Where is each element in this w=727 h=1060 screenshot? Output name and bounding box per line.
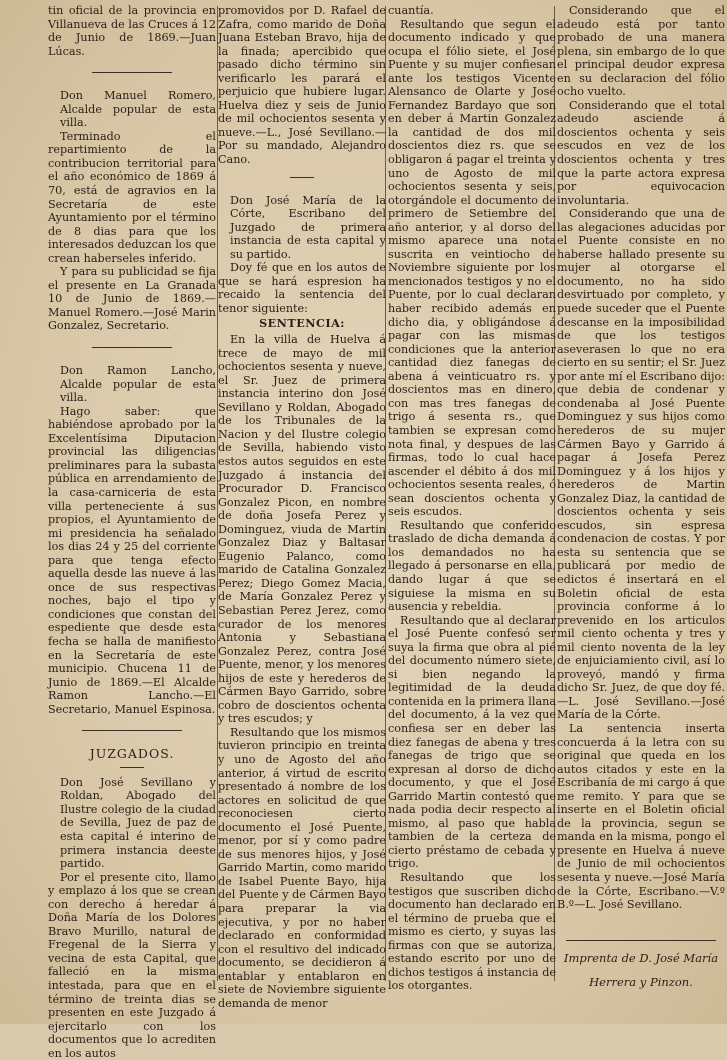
column-4 [557,4,725,1014]
column-1 [48,4,216,1060]
notice-body: promovidos por D. Rafael de Zafra, como marido de Doña Juana Esteban Bravo, hija de la finada; apercibido que pasado dicho término sin verificarlo les parará el perjuicio que hubiere lugar. Huelva diez y seis de Junio de mil ochocientos sesenta y nueve.—L., José Sevillano.—Por su mandado, Alejandro Cano. [218,4,386,167]
separator-rule [290,177,314,178]
sentence-paragraph: La sentencia inserta concuerda á la letra con su original que queda en los autos citados y este en la Escribanía de mi cargo á que me remito. Y para que se inserte en el Boletin oficial de la provincia, segun se manda en la misma, pongo el presente en Huelva á nueve de Junio de mil ochocientos sesenta y nueve.—José María de la Córte, Escribano.—V.º B.º—L. José Sevillano. [557,721,725,912]
section-title: JUZGADOS. [89,746,175,762]
separator-rule [120,767,144,768]
separator-rule [92,347,172,348]
sentence-paragraph: En la villa de Huelva á trece de mayo de mil ochocientos sesenta y nueve, el Sr. Juez de primera instancia interino don José Sevillano y Roldan, Abogado de los Tribunales de la Nacion y del Ilustre colegio de Sevilla, habiendo visto estos autos seguidos en este Juzgado á instancia del Procurador D. Francisco Gonzalez Picon, en nombre de doña Josefa Perez y Dominguez, viuda de Martin Gonzalez Diaz y Baltasar Eugenio Palanco, como marido de Catalina Gonzalez Perez; Diego Gomez Macia, de María Gonzalez Perez y Sebastian Perez Jerez, como curador de los menores Antonia y Sebastiana Gonzalez Perez, contra José Puente, menor, y los menores hijos de este y herederos de Cármen Bayo Garrido, sobre cobro de doscientos ochenta y tres escudos; y [218,333,386,726]
imprint-line: Imprenta de D. José María [563,950,719,965]
separator-rule [566,940,716,941]
sentence-paragraph: Resultando que conferido traslado de dicha demanda á los demandados no ha llegado á personarse en ella, dando lugar á que se siguiese la misma en su ausencia y rebeldia. [388,518,556,614]
notice-body: Por el presente cito, llamo y emplazo á los que se crean con derecho á heredar á Doña María de los Dolores Bravo Murillo, natural de Fregenal de la Sierra y vecina de esta Capital, que falleció en la misma intestada, para que en el término de treinta dias se presenten en este Juzgado á ejercitarlo con los documentos que lo acrediten en los autos [48,870,216,1060]
notice-body: Doy fé que en los autos de que se hará espresion ha recaido la sentencia del tenor siguiente: [218,261,386,315]
imprint-line: Herrera y Pinzon. [589,974,693,989]
notice-header: Don José Sevillano y Roldan, Abogado del Ilustre colegio de la ciudad de Sevilla, Juez de paz de esta capital é interino de primera instancia deeste partido. [60,775,216,871]
sentence-paragraph: Resultando que al declarar el José Puente confesó ser suya la firma que obra al pié del documento número siete, si bien negando la legitimidad de la deuda contenida en la primera llana del documento, á la vez que confiesa ser en deber las diez fanegas de abena y tres fanegas de trigo que se expresan al dorso de dicho documento, y que el José Garrido Martin contestó que nada podia decir respecto al mismo, al paso que habla tambien de la certeza de cierto préstamo de cebada y trigo. [388,613,556,871]
sentence-paragraph: Considerando que el adeudo está por tanto probado de una manera plena, sin embargo de lo que el principal deudor expresa en su declaracion del fólio ocho vuelto. [557,4,725,99]
column-3 [388,4,556,1014]
notice-header: Don Ramon Lancho, Alcalde popular de esta villa. [60,364,216,405]
notice-ending: tin oficial de la provincia en Villanueva de las Cruces á 12 de Junio de 1869.—Juan Lúcas. [48,4,216,58]
column-2 [218,4,386,1014]
notice-body: Terminado el repartimiento de la contribucion territorial para el año económico de 1869 á 70, está de agravios en la Secretaría de este Ayuntamiento por el término de 8 dias para que los interesados deduzcan los que crean haberseles inferido. [48,129,216,265]
sentence-paragraph: Resultando que segun el documento indicado y que ocupa el fólio siete, el José Puente y su mujer confiesan ante los testigos Vicente Alensanco de Olarte y José Fernandez Bardayo que son en deber á Martin Gonzalez la cantidad de dos mil doscientos diez rs. que se obligaron á pagar el treinta y uno de Agosto de mil ochocientos sesenta y seis, otorgándole el documento de primero de Setiembre del año anterior, y al dorso del mismo aparece una nota suscrita en veintiocho de Noviembre siguiente por los mencionados testigos y no el Puente, por lo cual declaran haber recibido además en dicho dia, y obligándose á pagar con las mismas condiciones que la anterior cantidad diez fanegas de abena á veinticuatro rs. y doscientos mas en dinero, con mas tres fanegas de trigo á sesenta rs., que tambien se expresan como nota final, y despues de las firmas, todo lo cual hace ascender el débito á dos mil ochocientos sesenta reales, ó sean doscientos ochenta y seis escudos. [388,17,556,519]
sentence-paragraph: cuantía. [388,4,434,17]
sentence-title: SENTENCIA: [259,316,345,331]
separator-rule [92,72,172,73]
sentence-paragraph: Considerando que el total adeudo asciende á doscientos ochenta y seis escudos en vez de los doscientos ochenta y tres que la parte actora expresa por equivocacion involuntaria. [557,98,725,207]
notice-body: Hago saber: que habiéndose aprobado por la Excelentísima Diputacion provincial las diligencias preliminares para la subasta pública en arrendamiento de la casa-carniceria de esta villa perteneciente á sus propios, el Ayuntamiento de mi presidencia ha señalado los dias 24 y 25 del corriente para que tenga efecto aquella desde las nueve á las once de sus respectivas noches, bajo el tipo y condiciones que constan del espediente que desde esta fecha se halla de manifiesto en la Secretaría de este municipio. Chucena 11 de Junio de 1869.—El Alcalde Ramon Lancho.—El Secretario, Manuel Espinosa. [48,404,216,716]
notice-closing: Y para su publicidad se fija el presente en La Granada 10 de Junio de 1869.—Manuel Romero.—José Marin Gonzalez, Secretario. [48,265,216,333]
sentence-paragraph: Considerando que una de las alegaciones aducidas por el Puente consiste en no haberse hallado presente su mujer al otorgarse el documento, no ha sido desvirtuado por completo, y puede suceder que el Puente descanse en la imposibilidad de que los testigos aseverasen lo que no era cierto en su sentir; el Sr. Juez por ante mí el Escribano dijo: que debia de condenar y condenaba al José Puente Dominguez y sus hijos como herederos de su mujer Cármen Bayo y Garrido á pagar á Josefa Perez Dominguez y á los hijos y herederos de Martin Gonzalez Diaz, la cantidad de doscientos ochenta y seis escudos, sin espresa condenacion de costas. Y por esta su sentencia que se publicará por medio de edictos é insertará en el Boletin oficial de esta provincia conforme á lo prevenido en los articulos mil ciento ochenta y tres y mil ciento noventa de la ley de enjuiciamiento civil, así lo proveyó, mandó y firma dicho Sr. Juez, de que doy fé.—L. José Sevillano.—José María de la Córte. [557,207,725,722]
sentence-paragraph: Resultando que los testigos que suscriben dicho documento han declarado en el término de prueba que el mismo es cierto, y suyas las firmas con que se autoriza, estando escrito por uno de dichos testigos á instancia de los otorgantes. [388,871,556,993]
separator-rule [82,730,182,731]
notice-header: Don Manuel Romero, Alcalde popular de esta villa. [60,89,216,130]
sentence-paragraph: Resultando que los mismos tuvieron principio en treinta y uno de Agosto del año anterior, á virtud de escrito presentado á nombre de los actores en solicitud de que reconociesen cierto documento el José Puente, menor, por sí y como padre de sus menores hijos, y José Garrido Martin, como marido de Isabel Puente Bayo, hija del Puente y de Cármen Bayo para preparar la via ejecutiva, y por no haber declarado en conformidad con el resultivo del indicado documento, se decidieron á entablar y entablaron en siete de Noviembre siguiente demanda de menor [218,725,386,1010]
notice-header: Don José María de la Córte, Escribano del Juzgado de primera instancia de esta capital y su partido. [230,193,386,261]
